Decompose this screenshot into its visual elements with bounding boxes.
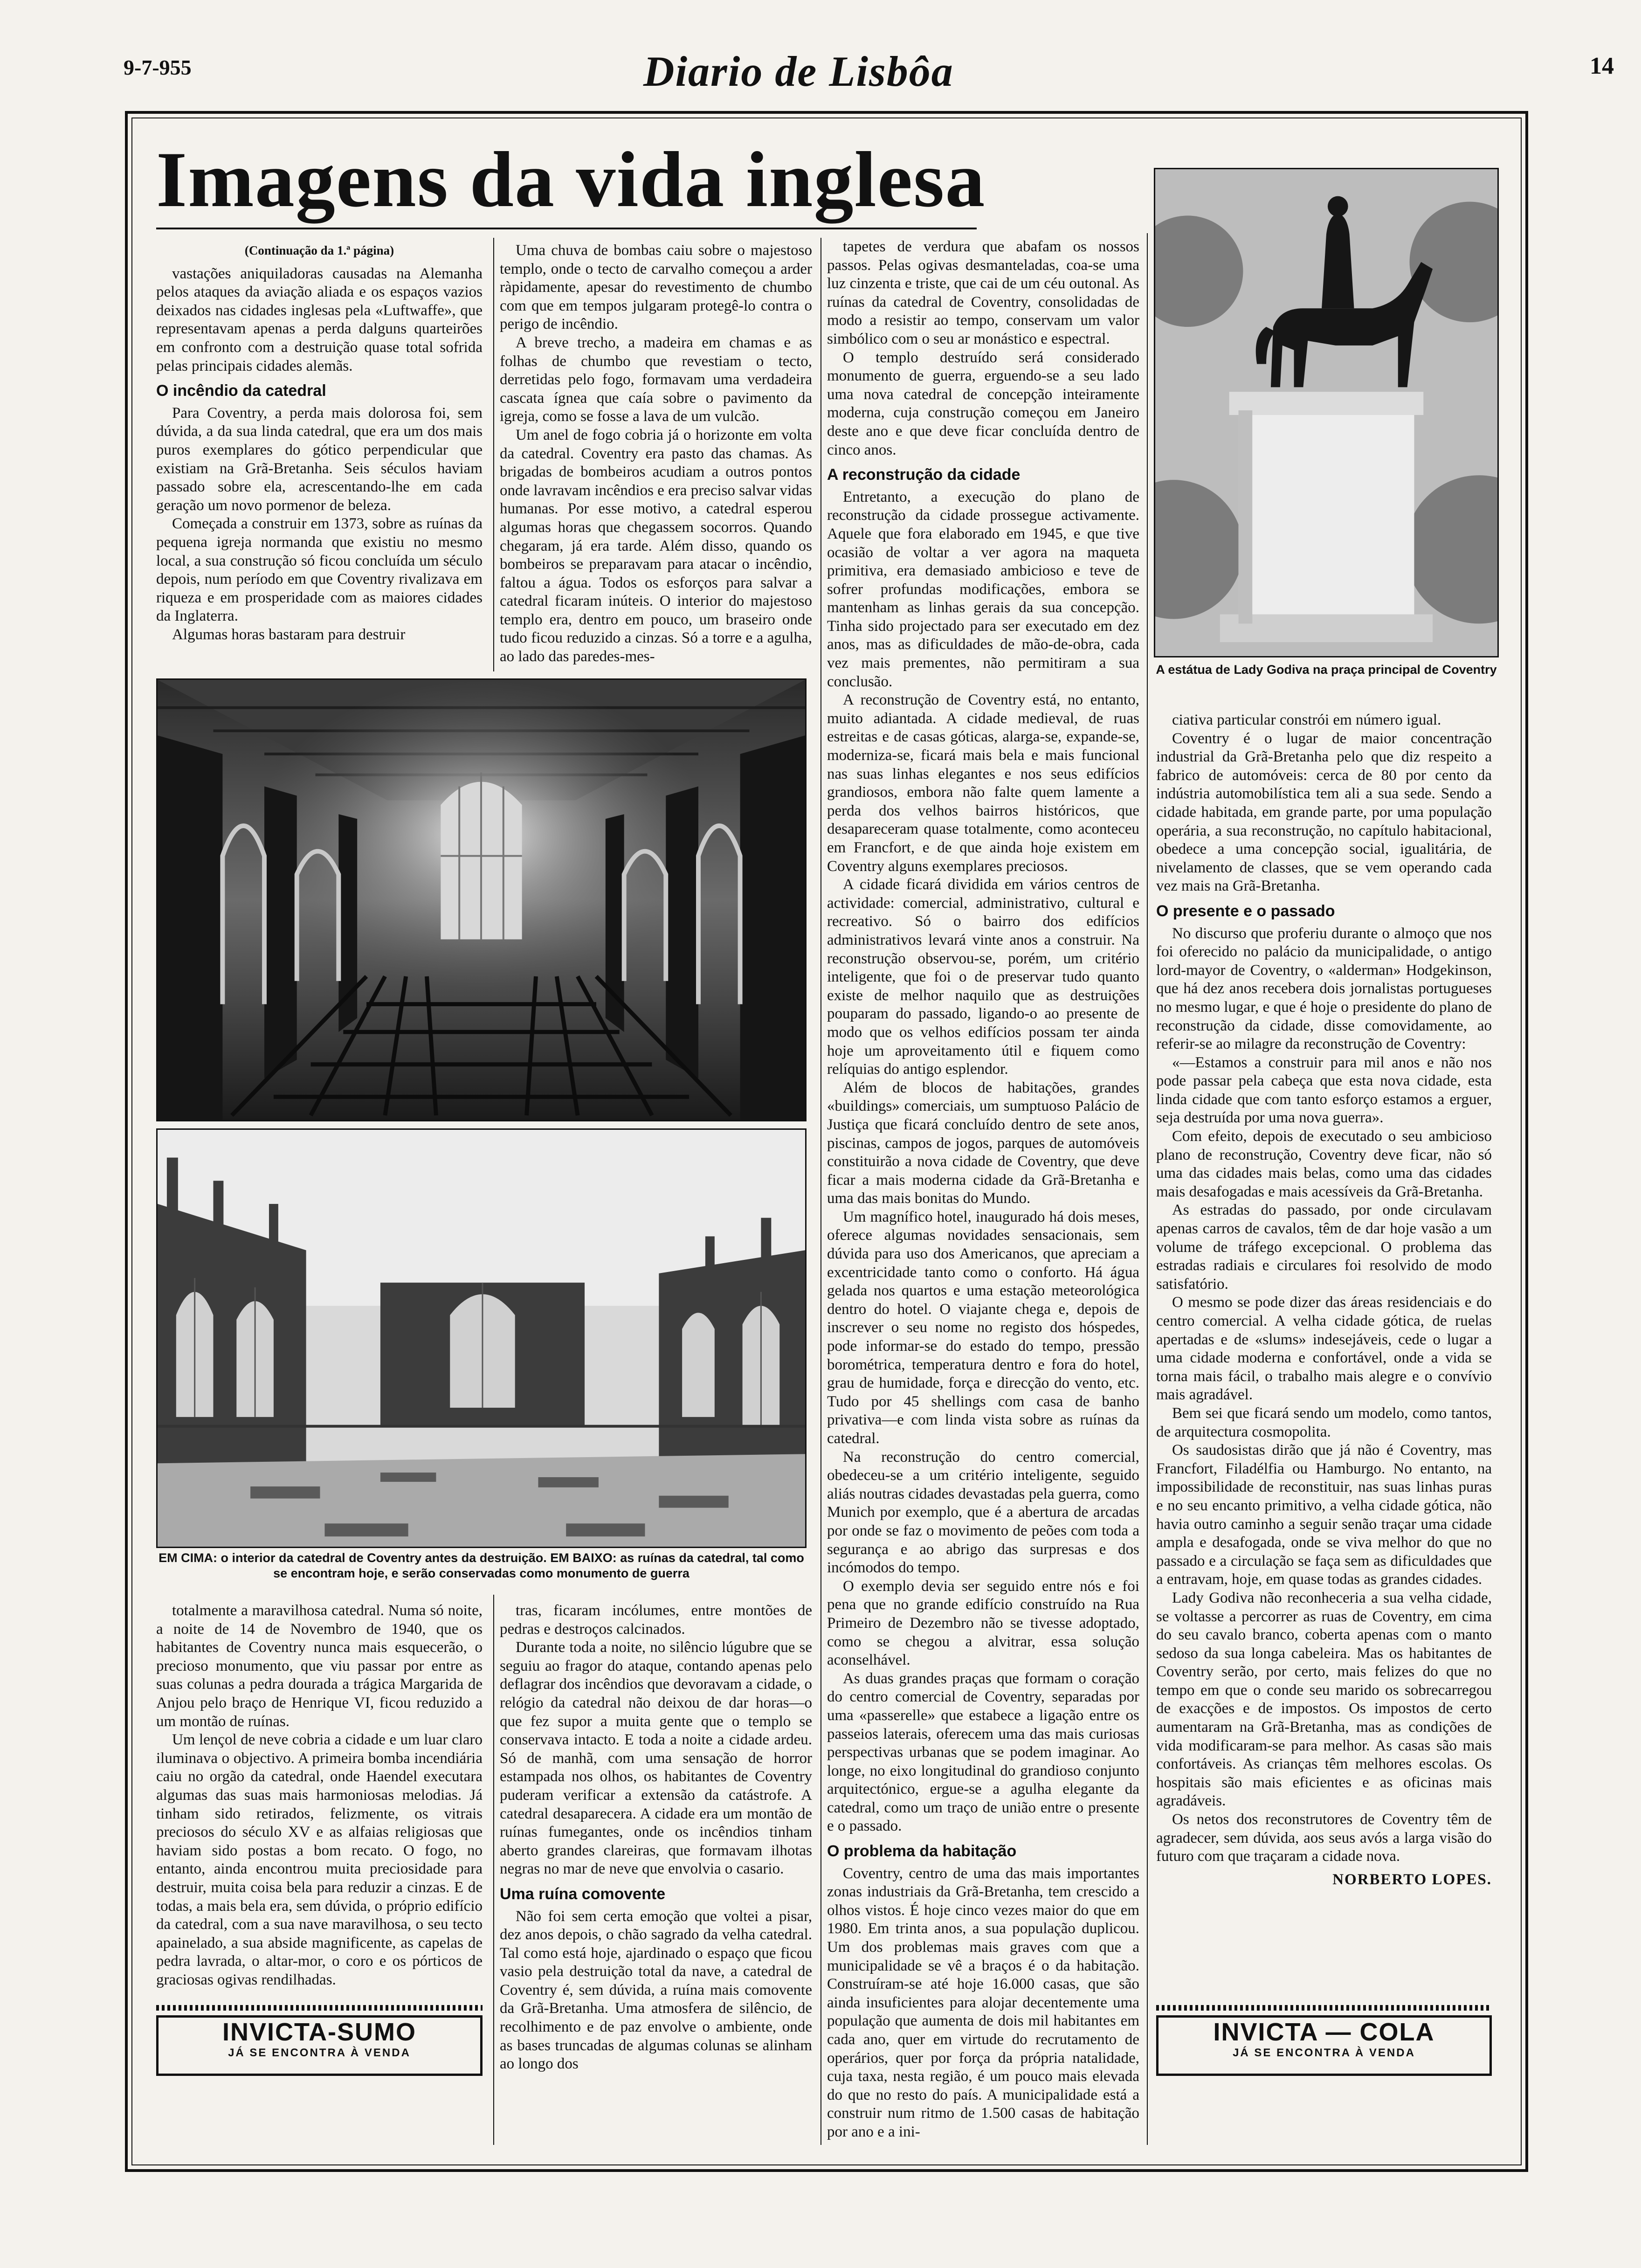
paragraph: Não foi sem certa emoção que voltei a pisar, dez anos depois, o chão sagrado da velha catedral. Tal como está hoje, ajardinado o espaço que ficou vasio pela destruição total da nave, a catedral de Coventry é, sem dúvida, a ruína mais comovente da Grã-Bretanha. Uma atmosfera de silêncio, de recolhimento e de paz envolve o ambiente, onde as bases truncadas de algumas colunas se alinham ao longo dos bbox=[500, 1908, 812, 2073]
column-4 bbox=[1156, 711, 1492, 1951]
section-heading: Uma ruína comovente bbox=[500, 1885, 666, 1903]
ad-tagline: JÁ SE ENCONTRA À VENDA bbox=[228, 2047, 411, 2059]
paragraph: Na reconstrução do centro comercial, obedeceu-se a um critério inteligente, seguido aliás noutras cidades devastadas pela guerra, como Munich por exemplo, que é a abertura de arcadas por onde se faz o movimento de peões com toda a segurança e ao abrigo das surpresas e dos incómodos do tempo. bbox=[827, 1448, 1139, 1577]
column-3 bbox=[827, 238, 1139, 2150]
paragraph: A cidade ficará dividida em vários centros de actividade: comercial, administrativo, cultural e recreativo. Só o bairro dos edifícios administrativos levará vinte anos a construir. Na reconstrução observou-se, porém, um critério inteligente, que foi o de preservar tudo quanto existe de melhor naquilo que as destruições pouparam do passado, ligando-o ao presente de modo que os velhos edifícios possam ter ainda hoje um aproveitamento útil e fiquem como relíquias do antigo esplendor. bbox=[827, 876, 1139, 1078]
section-heading: O problema da habitação bbox=[827, 1842, 1017, 1860]
section-heading: O presente e o passado bbox=[1156, 902, 1335, 920]
paragraph: Uma chuva de bombas caiu sobre o majestoso templo, onde o tecto de carvalho começou a arder ràpidamente, apesar do revestimento de chumbo com que em tempos julgaram protegê-lo contra o perigo de incêndio. bbox=[500, 242, 812, 333]
continuation-note: (Continuação da 1.ª página) bbox=[244, 243, 394, 257]
column-divider bbox=[820, 671, 821, 2145]
paragraph: Entretanto, a execução do plano de reconstrução da cidade prossegue activamente. Aquele que fora elaborado em 1945, e que tive ocasião de voltar a ver agora na maqueta primitiva, era demasiado ambicioso e teve de sofrer profundas modificações, embora se mantenham as linhas gerais da sua concepção. Tinha sido projectado para ser executado em dez anos, mas as dificuldades de mão-de-obra, cada vez mais prementes, não permitiram a sua conclusão. bbox=[827, 488, 1139, 690]
paragraph: O templo destruído será considerado monumento de guerra, erguendo-se a seu lado uma nova catedral de concepção inteiramente moderna, cuja construção começou em Janeiro deste ano e que deve ficar concluída dentro de cinco anos. bbox=[827, 349, 1139, 458]
paragraph: tapetes de verdura que abafam os nossos passos. Pelas ogivas desmanteladas, coa-se uma luz cinzenta e triste, que cai de um céu outonal. As ruínas da catedral de Coventry, consolidadas de modo a resistir ao tempo, conservam um valor simbólico com o seu ar monástico e espectral. bbox=[827, 238, 1139, 347]
paragraph: As duas grandes praças que formam o coração do centro comercial de Coventry, separadas por uma «passerelle» que estabece a ligação entre os passeios laterais, oferecem uma das mais curiosas perspectivas urbanas que se podem imaginar. Ao longe, no eixo longitudinal do grandioso conjunto arquitectónico, ergue-se a agulha elegante da catedral, como um traço de união entre o presente e o passado. bbox=[827, 1670, 1139, 1835]
section-heading: O incêndio da catedral bbox=[156, 382, 326, 400]
paragraph: Algumas horas bastaram para destruir bbox=[172, 626, 406, 643]
paragraph: Durante toda a noite, no silêncio lúgubre que se seguiu ao fragor do ataque, contando apenas pelo deflagrar dos incêndios que devoravam a cidade, o relógio da catedral não deixou de dar horas—o que fez supor a muita gente que o templo se conservava intacto. E toda a noite a cidade ardeu. Só de manhã, com uma sensação de horror estampada nos olhos, os habitantes de Coventry puderam verificar a extensão da catástrofe. A catedral desaparecera. A cidade era um montão de ruínas fumegantes, onde os incêndios tinham aberto grandes clareiras, que formavam ilhotas negras no mar de neve que envolvia o casario. bbox=[500, 1639, 812, 1878]
column-divider bbox=[493, 238, 494, 671]
ad-border-dots bbox=[156, 2005, 483, 2011]
column-divider bbox=[493, 1595, 494, 2145]
paragraph: As estradas do passado, por onde circulavam apenas carros de cavalos, têm de dar hoje vasão a um volume de tráfego excepcional. O problema das estradas radiais e circulares foi resolvido de modo satisfatório. bbox=[1156, 1202, 1492, 1293]
paragraph: Lady Godiva não reconheceria a sua velha cidade, se voltasse a percorrer as ruas de Coventry, em cima do seu cavalo branco, coberta apenas com o manto sedoso da sua longa cabeleira. Mas os habitantes de Coventry serão, por certo, mais felizes do que no tempo em que o conde seu marido os sobrecarregou de exacções e de impostos. Os impostos de certo aumentaram na Grã-Bretanha, mas as condições de vida modificaram-se para melhor. As casas são mais confortáveis. As crianças têm melhores escolas. Os hospitais são mais eficientes e as oficinas mais agradáveis. bbox=[1156, 1589, 1492, 1810]
paragraph: Além de blocos de habitações, grandes «buildings» comerciais, um sumptuoso Palácio de Justiça que ficará concluído dentro de sete anos, piscinas, campos de jogos, parques de automóveis constituirão a nova cidade de Coventry, que deve ficar a mais moderna cidade da Grã-Bretanha e uma das mais bonitas do Mundo. bbox=[827, 1079, 1139, 1207]
paragraph: O mesmo se pode dizer das áreas residenciais e do centro comercial. A velha cidade gótica, de ruelas apertadas e de «slums» indesejáveis, cede o lugar a uma cidade moderna e confortável, onde a vida se torna mais fácil, o trabalho mais alegre e o convívio mais agradável. bbox=[1156, 1294, 1492, 1404]
headline-rule bbox=[156, 228, 977, 229]
paragraph: A reconstrução de Coventry está, no entanto, muito adiantada. A cidade medieval, de ruas estreitas e de casas góticas, alarga-se, expande-se, moderniza-se, ficará mais bela e mais funcional nas suas linhas elegantes e nos seus edifícios grandiosos, embora não falte quem lamente a perda dos velhos bairros históricos, que desapareceram quase totalmente, como aconteceu em Francfort, e de que ainda hoje existem em Coventry alguns exemplares preciosos. bbox=[827, 691, 1139, 875]
ad-border-dots bbox=[1156, 2005, 1492, 2011]
ad-invicta-sumo bbox=[156, 2015, 483, 2076]
paragraph: O exemplo devia ser seguido entre nós e foi pena que no grande edifício construído na Rua Primeiro de Dezembro não se tivesse adoptado, como se chegou a alvitrar, essa solução aconselhável. bbox=[827, 1577, 1139, 1669]
issue-date: 9-7-955 bbox=[124, 55, 192, 79]
author-signature: NORBERTO LOPES. bbox=[1332, 1871, 1492, 1888]
ad-name: INVICTA-SUMO bbox=[222, 2018, 416, 2046]
ad-name: INVICTA — COLA bbox=[1213, 2018, 1435, 2046]
paragraph: Para Coventry, a perda mais dolorosa foi, sem dúvida, a da sua linda catedral, que era um dos mais puros exemplares do gótico perpendicular que existiam na Grã-Bretanha. Seis séculos haviam passado sobre ela, acrescentando-lhe em cada geração um novo pormenor de beleza. bbox=[156, 404, 483, 514]
section-heading: A reconstrução da cidade bbox=[827, 466, 1020, 484]
statue-caption: A estátua de Lady Godiva na praça principal de Coventry bbox=[1156, 663, 1497, 677]
paragraph: A breve trecho, a madeira em chamas e as folhas de chumbo que revestiam o tecto, derretidas pelo fogo, formavam uma verdadeira cascata ígnea que caía sobre o pavimento da igreja, como se fosse a lava de um vulcão. bbox=[500, 334, 812, 425]
paragraph: Coventry é o lugar de maior concentração industrial da Grã-Bretanha pelo que diz respeito a fabrico de automóveis: cerca de 80 por cento da indústria automobilística tem ali a sua sede. Sendo a cidade habitada, em grande parte, por uma população operária, a sua reconstrução, no capítulo habitacional, obedece a uma concepção social, igualitária, de nivelamento de classes, que se vem operando cada vez mais na Grã-Bretanha. bbox=[1156, 730, 1492, 895]
headline: Imagens da vida inglesa bbox=[156, 136, 986, 223]
photo-lady-godiva-statue bbox=[1154, 168, 1499, 657]
paragraph: Bem sei que ficará sendo um modelo, como tantos, de arquitectura cosmopolita. bbox=[1156, 1404, 1492, 1440]
paragraph: No discurso que proferiu durante o almoço que nos foi oferecido no palácio da municipalidade, o antigo lord-mayor de Coventry, o «alderman» Hodgekinson, que há dez anos recebera dois jornalistas portugueses no mesmo lugar, e que é hoje o presidente do plano de reconstrução da cidade, disse comovidamente, ao referir-se ao milagre da reconstrução de Coventry: bbox=[1156, 925, 1492, 1053]
column-2-bottom bbox=[500, 1602, 812, 2150]
column-divider bbox=[1147, 233, 1148, 2145]
page-number: 14 bbox=[1590, 53, 1614, 79]
photo-caption: EM CIMA: o interior da catedral de Coventry antes da destruição. EM BAIXO: as ruínas da catedral, tal como se encontram hoje, e serão conservadas como monumento de guerra bbox=[159, 1551, 804, 1580]
paragraph: Um lençol de neve cobria a cidade e um luar claro iluminava o objectivo. A primeira bomba incendiária caiu no orgão da catedral, onde Haendel executara algumas das suas mais harmoniosas melodias. Já tinham sido retirados, felizmente, os vitrais preciosos do século XV e as alfaias religiosas que haviam sido postas a bom recato. O fogo, no entanto, ainda encontrou muita preciosidade para destruir, muita coisa bela para reduzir a cinzas. E de todas, a mais bela era, sem dúvida, o próprio edifício da catedral, com a sua nave maravilhosa, o seu tecto apainelado, a sua abside magnificente, as capelas de pedra lavrada, o altar-mor, o coro e os pórticos de graciosas ogivas rendilhadas. bbox=[156, 1731, 483, 1988]
paragraph: ciativa particular constrói em número igual. bbox=[1172, 712, 1441, 728]
ad-tagline: JÁ SE ENCONTRA À VENDA bbox=[1233, 2047, 1415, 2059]
paragraph: «—Estamos a construir para mil anos e não nos pode passar pela cabeça que esta nova cidade, esta linda cidade que com tanto esforço estamos a erguer, seja destruída por uma nova guerra». bbox=[1156, 1054, 1492, 1127]
paragraph: tras, ficaram incólumes, entre montões de pedras e destroços calcinados. bbox=[500, 1602, 812, 1638]
newspaper-title: Diario de Lisbôa bbox=[643, 48, 954, 95]
paragraph: totalmente a maravilhosa catedral. Numa só noite, a noite de 14 de Novembro de 1940, que os habitantes de Coventry nunca mais esquecerão, o precioso monumento, que viu passar por entre as suas colunas a pedra dourada a trágica Margarida de Anjou pelo braço de Henrique VI, ficou reduzido a um montão de ruínas. bbox=[156, 1602, 483, 1730]
column-1-top bbox=[156, 242, 483, 671]
column-2-top bbox=[500, 242, 812, 671]
paragraph: Um anel de fogo cobria já o horizonte em volta da catedral. Coventry era pasto das chamas. As brigadas de bombeiros acudiam a outros pontos onde lavravam incêndios e era preciso salvar vidas humanas. Por esse motivo, a catedral esperou algumas horas que chegassem socorros. Quando chegaram, já era tarde. Além disso, quando os bombeiros se preparavam para atacar o incêndio, faltou a água. Todos os esforços para salvar a catedral ficaram inúteis. O interior do majestoso templo era, dentro em pouco, um braseiro onde tudo ficou reduzido a cinzas. Só a torre e a agulha, ao lado das paredes-mes- bbox=[500, 426, 812, 665]
photo-cathedral-interior bbox=[156, 678, 807, 1121]
paragraph: vastações aniquiladoras causadas na Alemanha pelos ataques da aviação aliada e os espaços vazios deixados nas cidades inglesas pela «Luftwaffe», que representavam apenas a perda dalguns quarteirões em confronto com a destruição quase total sofrida pelas principais cidades alemãs. bbox=[156, 265, 483, 374]
paragraph: Os saudosistas dirão que já não é Coventry, mas Francfort, Filadélfia ou Hamburgo. No entanto, na impossibilidade de reconstituir, nas suas linhas puras e no seu encanto primitivo, a velha cidade gótica, não havia outro caminho a seguir senão traçar uma cidade ampla e desafogada, onde se viva melhor do que no passado e a circulação se faça sem as dificuldades que a entravam, hoje, em quase todas as grandes cidades. bbox=[1156, 1442, 1492, 1588]
column-divider bbox=[820, 238, 821, 671]
paragraph: Os netos dos reconstrutores de Coventry têm de agradecer, sem dúvida, aos seus avós a larga visão do futuro com que traçaram a cidade nova. bbox=[1156, 1811, 1492, 1865]
ad-invicta-cola bbox=[1156, 2015, 1492, 2076]
photo-cathedral-ruins bbox=[156, 1128, 807, 1548]
paragraph: Com efeito, depois de executado o seu ambicioso plano de reconstrução, Coventry deve ficar, não só uma das cidades mais belas, como uma das cidades mais desafogadas e mais acessíveis da Grã-Bretanha. bbox=[1156, 1128, 1492, 1200]
paragraph: Começada a construir em 1373, sobre as ruínas da pequena igreja normanda que existiu no mesmo local, a sua construção só ficou concluída um século depois, num período em que Coventry rivalizava em riqueza e em prosperidade com as maiores cidades da Inglaterra. bbox=[156, 515, 483, 625]
paragraph: Um magnífico hotel, inaugurado há dois meses, oferece algumas novidades sensacionais, sem dúvida para uso dos Americanos, que apreciam a excentricidade tanto como o conforto. Há água gelada nos quartos e uma estação meteorológica dentro do hotel. O viajante chega e, depois de inscrever o seu nome no registo dos hóspedes, pode informar-se do estado do tempo, pressão borométrica, temperatura dentro e fora do hotel, grau de humidade, força e direcção do vento, etc. Tudo por 45 shellings com casa de banho privativa—e com linda vista sobre as ruínas da catedral. bbox=[827, 1208, 1139, 1447]
paragraph: Coventry, centro de uma das mais importantes zonas industriais da Grã-Bretanha, tem crescido a olhos vistos. É hoje cinco vezes maior do que em 1980. Em trinta anos, a sua população duplicou. Um dos problemas mais graves com que a municipalidade se vê a braços é o da habitação. Construíram-se até hoje 16.000 casas, que são ainda insuficientes para alojar decentemente uma população que aumenta de dois mil habitantes em cada ano, quer em virtude do recrutamento de operários, quer por força da própria natalidade, cuja taxa, nesta região, é um pouco mais elevada do que no resto do país. A municipalidade está a construir num ritmo de 1.500 casas de habitação por ano e a ini- bbox=[827, 1865, 1139, 2140]
